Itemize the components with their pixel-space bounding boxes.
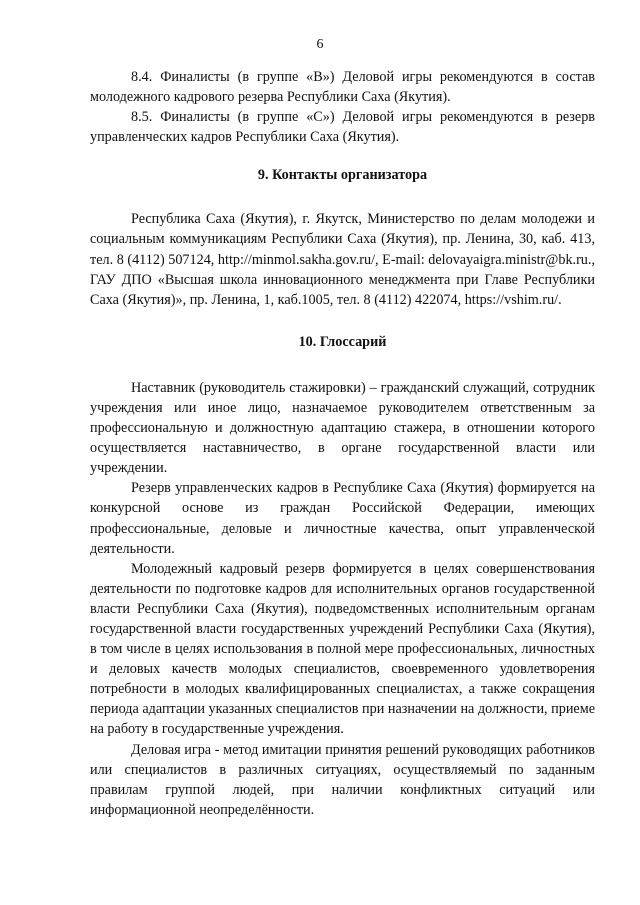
page-number: 6 [316,37,324,52]
paragraph-8-4: 8.4. Финалисты (в группе «В») Деловой игры рекомендуются в состав молодежного кадрового резерва Республики Саха (Якутия). [90,69,595,106]
contacts-paragraph: Республика Саха (Якутия), г. Якутск, Министерство по делам молодежи и социальным коммуникациям Республики Саха (Якутия), пр. Ленина, 30, каб. 413, тел. 8 (4112) 507124, http://minmol.sakha.gov.ru/, E-mail: delovayaigra.ministr@bk.ru., ГАУ ДПО «Высшая школа инновационного менеджмента при Главе Республики Саха (Якутия)», пр. Ленина, 1, каб.1005, тел. 8 (4112) 422074, https://vshim.ru/. [90,211,595,308]
glossary-item-youth-reserve: Молодежный кадровый резерв формируется в целях совершенствования деятельности по подготовке кадров для исполнительных органов государственной власти Республики Саха (Якутия), подведомственных исполнительным органам государственной власти государственных учреждений Республики Саха (Якутия), в том числе в целях использования в полной мере профессиональных, личностных и деловых качеств молодых специалистов, своевременного удовлетворения потребности в молодых квалифицированных специалистах, а также сокращения периода адаптации указанных специалистов при назначении на должности, приеме на работу в государственные учреждения. [90,560,595,738]
section-title-glossary: 10. Глоссарий [298,333,387,350]
paragraph-8-5: 8.5. Финалисты (в группе «С») Деловой игры рекомендуются в резерв управленческих кадров Республики Саха (Якутия). [90,109,595,146]
glossary-item-management-reserve: Резерв управленческих кадров в Республике Саха (Якутия) формируется на конкурсной основе из граждан Российской Федерации, имеющих профессиональные, деловые и личностные качества, опыт управленческой деятельности. [90,480,595,557]
section-title-contacts: 9. Контакты организатора [257,167,428,184]
page-content [90,67,595,820]
glossary-item-business-game: Деловая игра - метод имитации принятия решений руководящих работников или специалистов в различных ситуациях, осуществляемый по заданным правилам группой людей, при наличии конфликтных ситуаций или информационной неопределённости. [90,741,595,818]
glossary-item-mentor: Наставник (руководитель стажировки) – гражданский служащий, сотрудник учреждения или иное лицо, назначаемое руководителем ответственным за профессиональную и должностную адаптацию стажера, в отношении которого осуществляется наставничество, в органе государственной власти или учреждении. [90,379,595,477]
